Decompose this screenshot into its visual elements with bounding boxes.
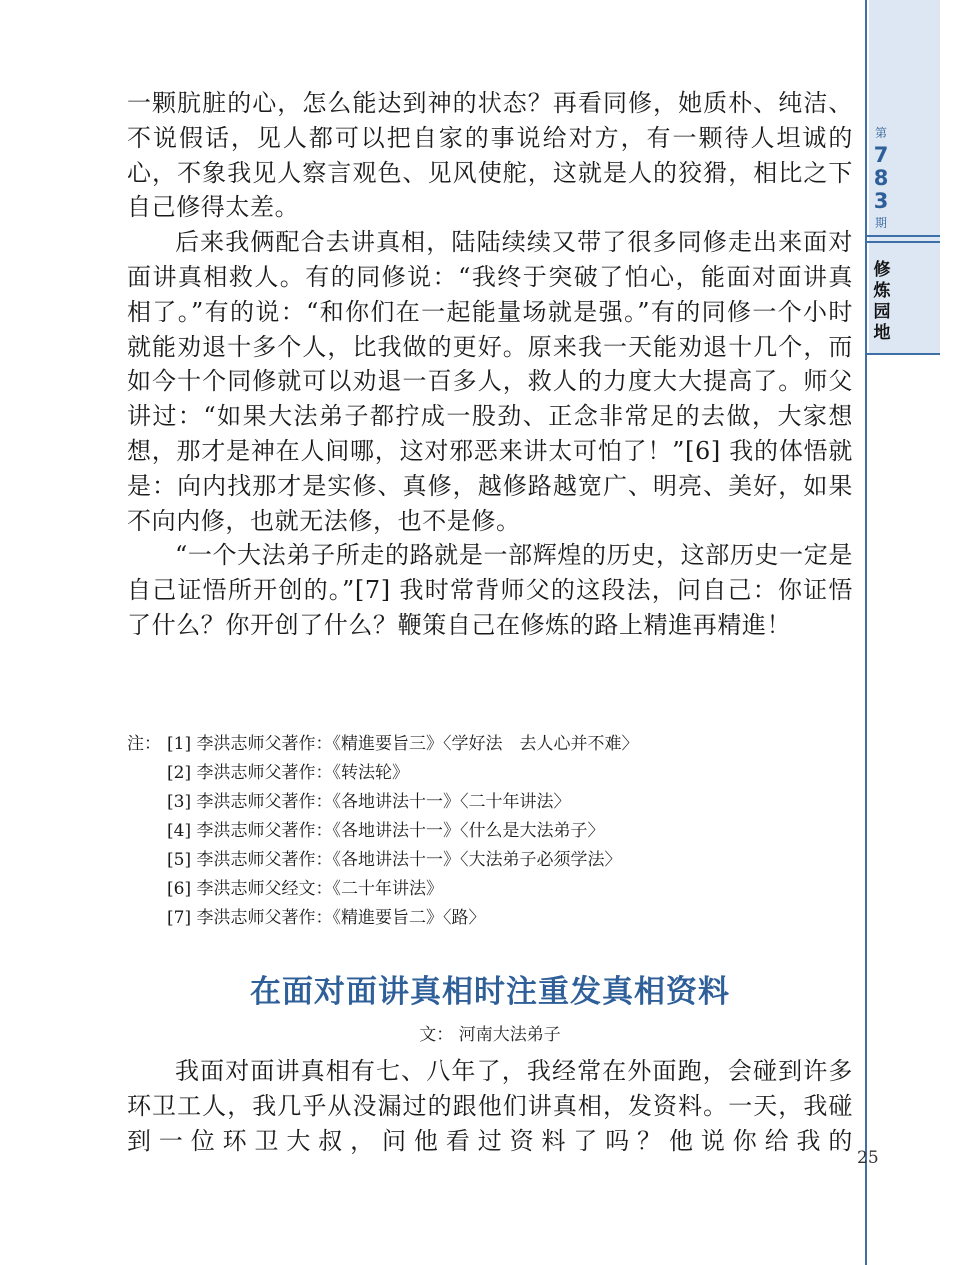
article-title: 在面对面讲真相时注重发真相资料 (250, 974, 730, 1010)
footnote-row: 注： [1] 李洪志师父著作：《精進要旨三》〈学好法 去人心并不难〉 (127, 730, 827, 759)
page-number: 25 (857, 1148, 879, 1168)
article-byline: 文： 河南大法弟子 (419, 1025, 561, 1045)
panel-bottom-rule (867, 353, 940, 355)
article-continued-body (127, 86, 853, 643)
paragraph: 后来我俩配合去讲真相，陆陆续续又带了很多同修走出来面对面讲真相救人。有的同修说：“我终于突破了怕心，能面对面讲真相了。”有的说：“和你们在一起能量场就是强。”有的同修一个小时就能劝退十多个人，比我做的更好。原来我一天能劝退十几个，而如今十个同修就可以劝退一百多人，救人的力度大大提高了。师父讲过：“如果大法弟子都拧成一股劲、正念非常足的去做，大家想想，那才是神在人间哪，这对邪恶来讲太可怕了！”[6] 我的体悟就是：向内找那才是实修、真修，越修路越宽广、明亮、美好，如果不向内修，也就无法修，也不是修。 (127, 228, 854, 535)
footnote-row: [3] 李洪志师父著作：《各地讲法十一》〈二十年讲法〉 (167, 792, 571, 812)
footnote-row: [2] 李洪志师父著作：《转法轮》 (167, 763, 409, 783)
footnote-lead: 注： (127, 734, 161, 754)
paragraph: 我面对面讲真相有七、八年了，我经常在外面跑，会碰到许多环卫工人，我几乎从没漏过的跟他们讲真相，发资料。一天，我碰到一位环卫大叔，问他看过资料了吗？他说你给我的 (127, 1057, 853, 1155)
paragraph: 一颗肮脏的心，怎么能达到神的状态？再看同修，她质朴、纯洁、不说假话，见人都可以把自家的事说给对方，有一颗待人坦诚的心，不象我见人察言观色、见风使舵，这就是人的狡猾，相比之下自己修得太差。 (127, 89, 853, 222)
footnote-row: [4] 李洪志师父著作：《各地讲法十一》〈什么是大法弟子〉 (167, 821, 605, 841)
footnotes (127, 730, 827, 933)
column-name: 修 炼 园 地 (873, 260, 891, 343)
panel-divider-top (867, 235, 940, 237)
page-edge-rule (865, 0, 867, 1265)
issue-suffix: 期 (874, 216, 887, 230)
paragraph: “一个大法弟子所走的路就是一部辉煌的历史，这部历史一定是自己证悟所开创的。”[7] 我时常背师父的这段法，问自己：你证悟了什么？你开创了什么？鞭策自己在修炼的路上精進再精進！ (127, 541, 853, 639)
article-body (127, 1054, 853, 1158)
footnote-row: [5] 李洪志师父著作：《各地讲法十一》〈大法弟子必须学法〉 (167, 850, 622, 870)
issue-prefix: 第 (874, 126, 887, 140)
issue-side-panel (869, 0, 940, 355)
footnote-row: [6] 李洪志师父经文：《二十年讲法》 (167, 879, 443, 899)
issue-number: 7 8 3 (873, 143, 889, 213)
panel-divider-bottom (867, 241, 940, 243)
footnote-row: [7] 李洪志师父著作：《精進要旨二》〈路〉 (167, 908, 486, 928)
